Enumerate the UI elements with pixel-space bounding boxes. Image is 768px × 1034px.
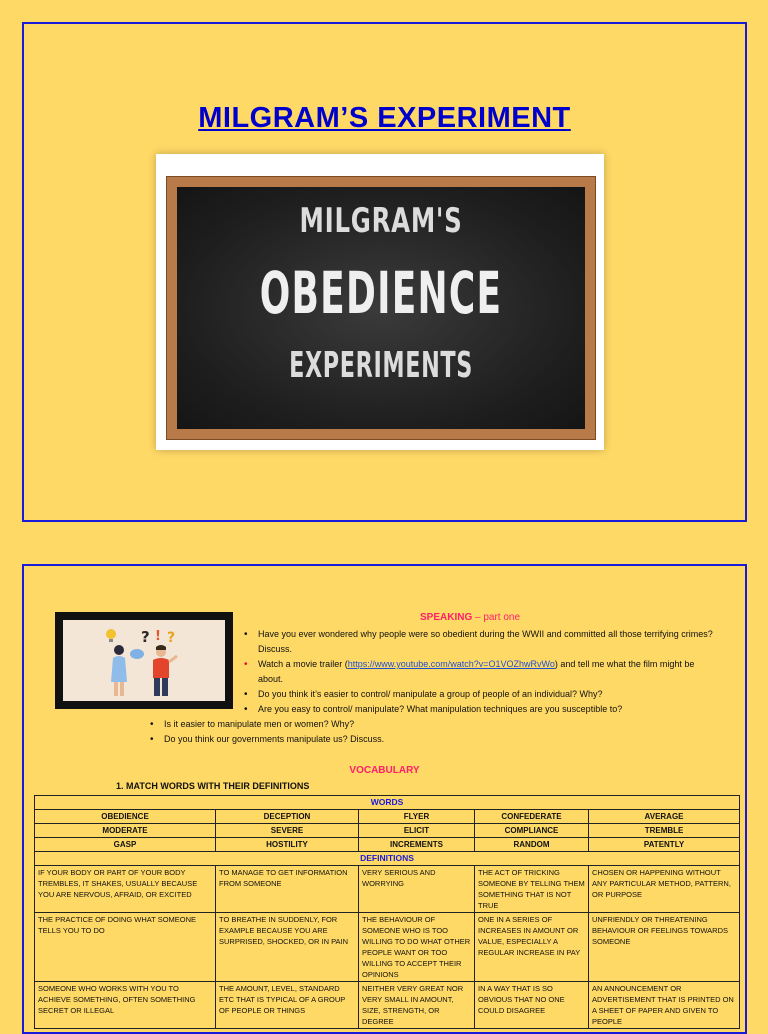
definition-cell: TO MANAGE TO GET INFORMATION FROM SOMEONE: [216, 866, 359, 913]
definition-cell: THE PRACTICE OF DOING WHAT SOMEONE TELLS YOU TO DO: [35, 913, 216, 982]
people-talking-image: [63, 620, 225, 701]
word-cell: HOSTILITY: [216, 838, 359, 852]
speaking-heading: [420, 612, 520, 623]
table-row: [35, 810, 740, 824]
word-cell: PATENTLY: [589, 838, 740, 852]
definition-cell: THE BEHAVIOUR OF SOMEONE WHO IS TOO WILLING TO DO WHAT OTHER PEOPLE WANT OR TOO WILLING TO ACCEPT THEIR OPINIONS: [359, 913, 475, 982]
definition-cell: AN ANNOUNCEMENT OR ADVERTISEMENT THAT IS PRINTED ON A SHEET OF PAPER AND GIVEN TO PEOPLE: [589, 982, 740, 1029]
definition-cell: ONE IN A SERIES OF INCREASES IN AMOUNT OR VALUE, ESPECIALLY A REGULAR INCREASE IN PAY: [475, 913, 589, 982]
svg-text:!: !: [155, 629, 161, 644]
speaking-part: – part one: [472, 612, 521, 623]
bullet-icon: •: [244, 629, 248, 640]
word-cell: FLYER: [359, 810, 475, 824]
bullet-icon: •: [150, 719, 154, 730]
vocabulary-table: [34, 795, 740, 1029]
word-cell: TREMBLE: [589, 824, 740, 838]
table-row: [35, 866, 740, 913]
slide-one: [22, 22, 747, 522]
svg-text:?: ?: [141, 628, 150, 646]
slide-two: [22, 564, 747, 1034]
svg-text:?: ?: [167, 630, 176, 646]
word-cell: CONFEDERATE: [475, 810, 589, 824]
definition-cell: TO BREATHE IN SUDDENLY, FOR EXAMPLE BECAUSE YOU ARE SURPRISED, SHOCKED, OR IN PAIN: [216, 913, 359, 982]
page-title: MILGRAM’S EXPERIMENT: [198, 102, 571, 134]
bullet-icon: •: [150, 734, 154, 745]
question-text-suffix: ) and tell me what the film might be about.: [258, 659, 695, 684]
list-item: [244, 657, 714, 687]
table-row: [35, 796, 740, 810]
list-item: [244, 687, 714, 702]
bullet-icon: •: [244, 704, 248, 715]
word-cell: INCREMENTS: [359, 838, 475, 852]
table-row: [35, 913, 740, 982]
vocabulary-heading: VOCABULARY: [349, 765, 420, 776]
word-cell: AVERAGE: [589, 810, 740, 824]
table-row: [35, 852, 740, 866]
word-cell: RANDOM: [475, 838, 589, 852]
word-cell: COMPLIANCE: [475, 824, 589, 838]
board-line-1: MILGRAM'S: [299, 201, 463, 241]
speaking-questions: [244, 627, 714, 717]
list-item: [150, 717, 710, 732]
definitions-header: DEFINITIONS: [35, 852, 740, 866]
chalkboard: [177, 187, 585, 429]
word-cell: DECEPTION: [216, 810, 359, 824]
list-item: [244, 627, 714, 657]
definition-cell: IF YOUR BODY OR PART OF YOUR BODY TREMBLES, IT SHAKES, USUALLY BECAUSE YOU ARE NERVOUS, AFRAID, OR EXCITED: [35, 866, 216, 913]
extra-questions: [150, 717, 710, 747]
word-cell: GASP: [35, 838, 216, 852]
definition-cell: UNFRIENDLY OR THREATENING BEHAVIOUR OR FEELINGS TOWARDS SOMEONE: [589, 913, 740, 982]
exercise-title: 1. MATCH WORDS WITH THEIR DEFINITIONS: [116, 781, 310, 791]
question-text: Do you think our governments manipulate us? Discuss.: [164, 734, 385, 744]
trailer-link[interactable]: https://www.youtube.com/watch?v=O1VOZhwRvWo: [347, 659, 555, 669]
bullet-icon: •: [244, 659, 248, 670]
table-row: [35, 838, 740, 852]
question-text: Watch a movie trailer (: [258, 659, 348, 669]
question-text: Is it easier to manipulate men or women? Why?: [164, 719, 355, 729]
chalkboard-frame: [166, 176, 596, 440]
words-header: WORDS: [35, 796, 740, 810]
definition-cell: SOMEONE WHO WORKS WITH YOU TO ACHIEVE SOMETHING, OFTEN SOMETHING SECRET OR ILLEGAL: [35, 982, 216, 1029]
definition-cell: THE ACT OF TRICKING SOMEONE BY TELLING THEM SOMETHING THAT IS NOT TRUE: [475, 866, 589, 913]
definition-cell: NEITHER VERY GREAT NOR VERY SMALL IN AMOUNT, SIZE, STRENGTH, OR DEGREE: [359, 982, 475, 1029]
question-text: Do you think it’s easier to control/ manipulate a group of people of an individual? Why?: [258, 689, 603, 699]
word-cell: SEVERE: [216, 824, 359, 838]
question-text: Have you ever wondered why people were so obedient during the WWII and committed all those terrifying crimes? Discuss.: [258, 629, 713, 654]
bullet-icon: •: [244, 689, 248, 700]
word-cell: OBEDIENCE: [35, 810, 216, 824]
word-cell: MODERATE: [35, 824, 216, 838]
board-line-3: EXPERIMENTS: [289, 345, 473, 386]
definition-cell: VERY SERIOUS AND WORRYING: [359, 866, 475, 913]
table-row: [35, 824, 740, 838]
people-discussion-icon: [63, 620, 225, 701]
table-row: [35, 982, 740, 1029]
definition-cell: IN A WAY THAT IS SO OBVIOUS THAT NO ONE COULD DISAGREE: [475, 982, 589, 1029]
list-item: [244, 702, 714, 717]
question-text: Are you easy to control/ manipulate? What manipulation techniques are you susceptible to?: [258, 704, 623, 714]
word-cell: ELICIT: [359, 824, 475, 838]
speaking-title: SPEAKING: [420, 612, 473, 623]
board-line-2: OBEDIENCE: [259, 259, 503, 327]
discussion-illustration: [55, 612, 233, 709]
definition-cell: CHOSEN OR HAPPENING WITHOUT ANY PARTICULAR METHOD, PATTERN, OR PURPOSE: [589, 866, 740, 913]
list-item: [150, 732, 710, 747]
definition-cell: THE AMOUNT, LEVEL, STANDARD ETC THAT IS TYPICAL OF A GROUP OF PEOPLE OR THINGS: [216, 982, 359, 1029]
